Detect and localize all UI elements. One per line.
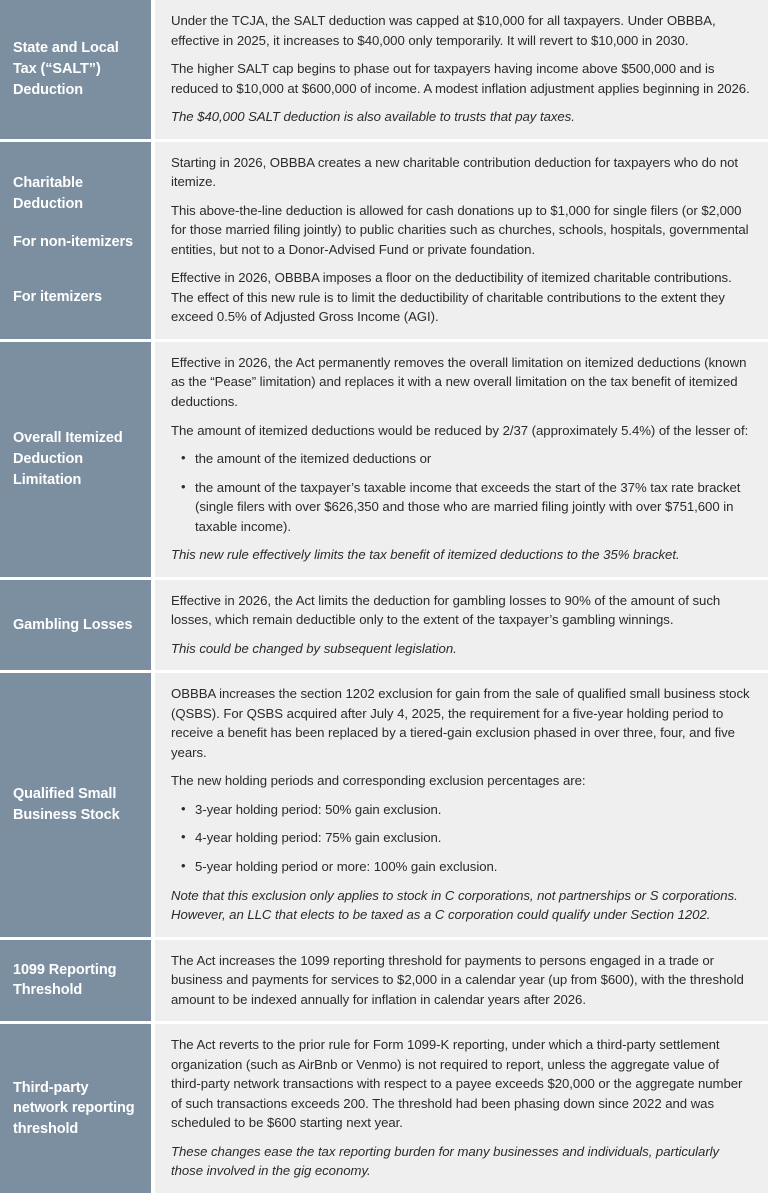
body-paragraph: The higher SALT cap begins to phase out for taxpayers having income above $500,000 and is reduced to $10,000 at $600,000 of income. A modest inflation adjustment applies beginning in 2026. xyxy=(171,61,750,96)
row-label: Charitable Deduction xyxy=(13,175,83,212)
list-item: • the amount of the itemized deductions or xyxy=(195,449,752,469)
bullet-list xyxy=(171,449,752,536)
row-label: Third-party network reporting threshold xyxy=(13,1079,135,1137)
list-item: • the amount of the taxpayer’s taxable income that exceeds the start of the 37% tax rate bracket (single filers with over $626,350 and those who are married filing jointly with over $751,600 in taxable income). xyxy=(195,478,752,537)
table-row xyxy=(0,1024,768,1193)
body-paragraph: The new holding periods and corresponding exclusion percentages are: xyxy=(171,773,586,789)
body-paragraph: This above-the-line deduction is allowed for cash donations up to $1,000 for single filers (or $2,000 for those married filing jointly) to public charities such as churches, schools, hospitals, governmental entities, but not to a Donor-Advised Fund or private foundation. xyxy=(171,202,749,257)
body-paragraph: Starting in 2026, OBBBA creates a new charitable contribution deduction for taxpayers who do not itemize. xyxy=(171,154,739,190)
row-sub-label: For itemizers xyxy=(13,288,102,305)
table-row xyxy=(0,673,768,939)
row-label: Qualified Small Business Stock xyxy=(13,786,120,823)
list-item: • 4-year holding period: 75% gain exclusion. xyxy=(195,828,752,848)
row-label-cell xyxy=(0,142,155,339)
body-paragraph: OBBBA increases the section 1202 exclusion for gain from the sale of qualified small business stock (QSBS). For QSBS acquired after July 4, 2025, the requirement for a five-year holding period to receive a benefit has been replaced by a tiered-gain exclusion phased in over three, four, and five years. xyxy=(171,686,750,760)
row-content-cell xyxy=(155,673,768,936)
body-paragraph: The Act increases the 1099 reporting threshold for payments to persons engaged in a trade or business and payments for services to $2,000 in a calendar year (up from $600), with the threshold amount to be indexed annually for inflation in calendar years after 2026. xyxy=(171,952,744,1007)
note-paragraph: This could be changed by subsequent legislation. xyxy=(171,640,457,656)
row-sub-label: For non-itemizers xyxy=(13,234,133,251)
row-content-cell xyxy=(155,940,768,1022)
label-spacer xyxy=(13,253,141,287)
row-label: 1099 Reporting Threshold xyxy=(13,961,117,999)
row-label-cell xyxy=(0,580,155,671)
body-paragraph: The Act reverts to the prior rule for Form 1099-K reporting, under which a third-party settlement organization (such as AirBnb or Venmo) is not required to report, unless the aggregate value of third-party network transactions with respect to a payee exceeds $20,000 or the aggregate number of such transactions exceeds 200. The threshold had been phasing down since 2022 and was scheduled to be $600 starting next year. xyxy=(171,1037,743,1131)
table-row xyxy=(0,342,768,580)
table-row xyxy=(0,142,768,342)
body-paragraph: The amount of itemized deductions would be reduced by 2/37 (approximately 5.4%) of the lesser of: xyxy=(171,422,749,438)
row-label-cell xyxy=(0,1024,155,1193)
note-paragraph: Note that this exclusion only applies to stock in C corporations, not partnerships or S corporations. However, an LLC that elects to be taxed as a C corporation could qualify under Section 1202. xyxy=(171,887,738,923)
body-paragraph: Under the TCJA, the SALT deduction was capped at $10,000 for all taxpayers. Under OBBBA, effective in 2025, it increases to $40,000 only temporarily. It will revert to $10,000 in 2030. xyxy=(171,13,716,48)
note-paragraph: The $40,000 SALT deduction is also available to trusts that pay taxes. xyxy=(171,109,575,125)
row-label: Overall Itemized Deduction Limitation xyxy=(13,430,123,488)
row-content-cell xyxy=(155,1024,768,1193)
row-label-cell xyxy=(0,940,155,1022)
row-content-cell xyxy=(155,580,768,671)
body-paragraph: Effective in 2026, OBBBA imposes a floor on the deductibility of itemized charitable contributions. The effect of this new rule is to limit the deductibility of charitable contributions to the extent they exceed 0.5% of Adjusted Gross Income (AGI). xyxy=(171,270,732,325)
row-label-cell xyxy=(0,0,155,139)
row-content-cell xyxy=(155,142,768,339)
note-paragraph: These changes ease the tax reporting burden for many businesses and individuals, particularly those involved in the gig economy. xyxy=(171,1143,720,1179)
note-paragraph: This new rule effectively limits the tax benefit of itemized deductions to the 35% bracket. xyxy=(171,547,680,563)
label-spacer xyxy=(13,214,141,232)
list-item: • 3-year holding period: 50% gain exclusion. xyxy=(195,800,752,820)
bullet-list xyxy=(171,800,752,877)
row-label: State and Local Tax (“SALT”) Deduction xyxy=(13,40,119,98)
row-content-cell xyxy=(155,342,768,577)
row-label-cell xyxy=(0,673,155,936)
list-item: • 5-year holding period or more: 100% gain exclusion. xyxy=(195,857,752,877)
body-paragraph: Effective in 2026, the Act limits the deduction for gambling losses to 90% of the amount of such losses, which remain deductible only to the extent of the taxpayer’s gambling winnings. xyxy=(171,592,721,628)
table-row xyxy=(0,940,768,1025)
row-label-cell xyxy=(0,342,155,577)
row-content-cell xyxy=(155,0,768,139)
table-row xyxy=(0,0,768,142)
body-paragraph: Effective in 2026, the Act permanently removes the overall limitation on itemized deductions (known as the “Pease” limitation) and replaces it with a new overall limitation on the tax benefit of itemized deductions. xyxy=(171,354,747,409)
table-row xyxy=(0,580,768,674)
row-label: Gambling Losses xyxy=(13,616,133,633)
